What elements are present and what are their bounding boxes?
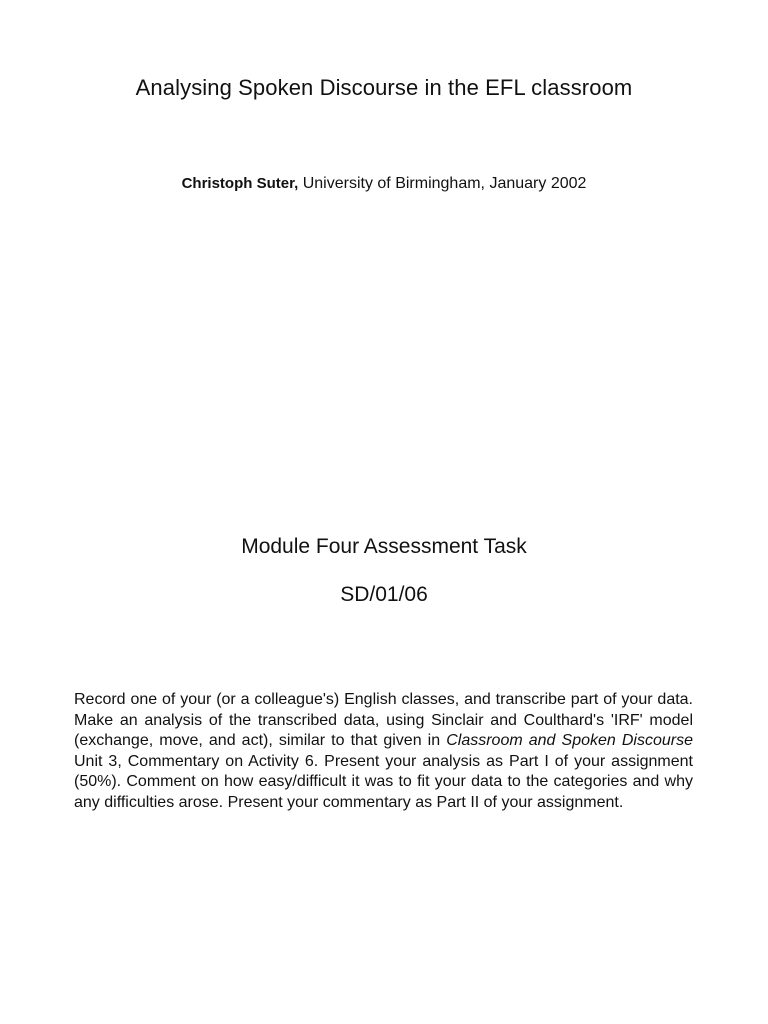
task-text-part1: Record one of your (or a colleague's) English classes, and transcribe part of your data. Make an analysis of the transcribed data, using Sinclair and Coulthard's 'IRF' model (exchange, move, and act), similar to that given in: [74, 691, 693, 750]
task-description: [74, 690, 693, 814]
author-affiliation: University of Birmingham, January 2002: [298, 175, 587, 192]
author-line: [0, 172, 768, 196]
task-text-part2: Unit 3, Commentary on Activity 6. Present your analysis as Part I of your assignment (50%). Comment on how easy/difficult it was to fit your data to the categories and why any difficulties arose. Present your commentary as Part II of your assignment.: [74, 752, 693, 811]
module-title: Module Four Assessment Task: [241, 535, 527, 558]
module-code: SD/01/06: [340, 583, 428, 606]
document-title: Analysing Spoken Discourse in the EFL classroom: [135, 75, 633, 100]
book-title: Classroom and Spoken Discourse: [446, 732, 693, 750]
author-name: Christoph Suter,: [181, 175, 299, 192]
